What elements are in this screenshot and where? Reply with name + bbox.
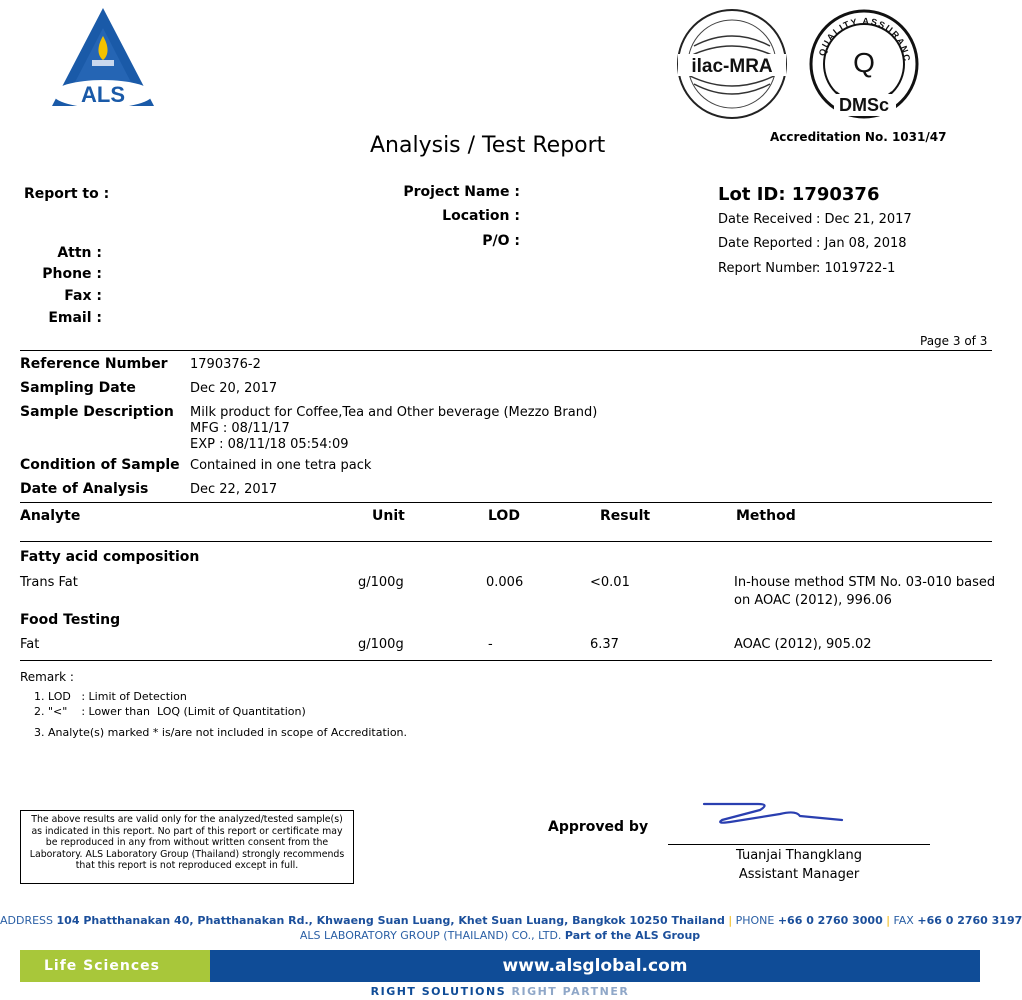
date-received-value: : Dec 21, 2017 (816, 212, 912, 227)
row-fat-method: AOAC (2012), 905.02 (734, 637, 872, 652)
group-food-testing: Food Testing (20, 612, 121, 628)
svg-text:DMSc: DMSc (838, 95, 890, 115)
address-line (0, 914, 1022, 927)
company-name: ALS LABORATORY GROUP (THAILAND) CO., LTD. (299, 929, 562, 942)
divider-top (20, 350, 992, 351)
location-label: Location : (442, 208, 520, 224)
lot-id: Lot ID: 1790376 (718, 184, 880, 205)
col-header-analyte: Analyte (20, 508, 81, 524)
date-reported-value: : Jan 08, 2018 (816, 236, 907, 251)
tagline-light: RIGHT PARTNER (511, 985, 630, 998)
address-separator: | (886, 914, 890, 927)
group-fatty-acid: Fatty acid composition (20, 549, 200, 565)
condition-label: Condition of Sample (20, 457, 180, 473)
division-label: Life Sciences (20, 950, 210, 982)
accreditation-number: Accreditation No. 1031/47 (770, 130, 947, 144)
remark-title: Remark : (20, 670, 74, 684)
phone-label: Phone : (42, 266, 102, 282)
svg-text:Q: Q (853, 47, 875, 78)
company-line (0, 929, 1000, 942)
signature-line (668, 844, 930, 845)
col-header-unit: Unit (372, 508, 405, 524)
col-header-lod: LOD (488, 508, 520, 524)
col-header-result: Result (600, 508, 651, 524)
email-label: Email : (48, 310, 102, 326)
sample-description-line1: Milk product for Coffee,Tea and Other beverage (Mezzo Brand) (190, 405, 598, 420)
signature-icon (700, 798, 850, 834)
po-label: P/O : (482, 233, 520, 249)
reference-number-label: Reference Number (20, 356, 168, 372)
als-logo-icon (44, 6, 162, 110)
page-number: Page 3 of 3 (920, 334, 988, 348)
report-number-value: : 1019722-1 (816, 261, 896, 276)
row-trans-fat-result: <0.01 (590, 575, 630, 590)
divider-table-header (20, 541, 992, 542)
phone-number-footer: +66 0 2760 3000 (777, 914, 883, 927)
divider-table-top (20, 502, 992, 503)
fax-label-footer: FAX (893, 914, 914, 927)
row-trans-fat-method-line1: In-house method STM No. 03-010 based (734, 575, 996, 590)
page-title: Analysis / Test Report (370, 133, 606, 158)
address-separator: | (728, 914, 733, 927)
fax-number-footer: +66 0 2760 3197 (917, 914, 1022, 927)
phone-label-footer: PHONE (735, 914, 775, 927)
row-trans-fat-lod: 0.006 (486, 575, 524, 590)
fax-label: Fax : (64, 288, 102, 304)
disclaimer-box: The above results are valid only for the analyzed/tested sample(s) as indicated in this report. No part of this report or certificate may be reproduced in any from without written consent from the Laboratory. ALS Laboratory Group (Thailand) strongly recommends that this report is not reproduced except in full. (20, 810, 354, 884)
svg-text:ilac-MRA: ilac-MRA (691, 56, 773, 77)
ilac-mra-logo (674, 6, 790, 122)
row-fat-analyte: Fat (20, 637, 40, 652)
company-group: Part of the ALS Group (564, 929, 701, 942)
date-of-analysis-value: Dec 22, 2017 (190, 482, 278, 497)
sample-description-label: Sample Description (20, 404, 174, 420)
date-received-label: Date Received (718, 212, 813, 227)
svg-text:ALS: ALS (81, 82, 125, 107)
report-number-label: Report Number (718, 261, 818, 276)
approver-title: Assistant Manager (738, 867, 860, 882)
remark-3: 3. Analyte(s) marked * is/are not included in scope of Accreditation. (34, 726, 408, 739)
date-reported-label: Date Reported (718, 236, 813, 251)
dmsc-logo (806, 8, 922, 122)
remark-2: 2. "<" : Lower than LOQ (Limit of Quantitation) (34, 705, 306, 718)
row-fat-unit: g/100g (358, 637, 404, 652)
svg-text:QUALITY ASSURANCE: QUALITY ASSURANC (816, 15, 913, 63)
condition-value: Contained in one tetra pack (190, 458, 372, 473)
sampling-date-label: Sampling Date (20, 380, 136, 396)
attn-label: Attn : (57, 245, 102, 261)
approver-name: Tuanjai Thangklang (736, 848, 862, 863)
divider-table-bottom (20, 660, 992, 661)
ilac-mra-icon (674, 6, 790, 122)
row-trans-fat-analyte: Trans Fat (20, 575, 78, 590)
remark-1: 1. LOD : Limit of Detection (34, 690, 187, 703)
approved-by-label: Approved by (548, 819, 649, 835)
tagline (0, 985, 1000, 998)
sampling-date-value: Dec 20, 2017 (190, 381, 278, 396)
als-logo (44, 6, 162, 110)
address-label: ADDRESS (0, 914, 54, 927)
row-trans-fat-method-line2: on AOAC (2012), 996.06 (734, 593, 892, 608)
sample-description-line2: MFG : 08/11/17 (190, 421, 290, 436)
project-name-label: Project Name : (403, 184, 520, 200)
date-of-analysis-label: Date of Analysis (20, 481, 149, 497)
website-link[interactable]: www.alsglobal.com (502, 956, 688, 976)
report-to-label: Report to : (24, 186, 110, 202)
signature (700, 798, 850, 834)
tagline-dark: RIGHT SOLUTIONS (370, 985, 507, 998)
dmsc-quality-assurance-icon (806, 8, 922, 122)
row-fat-result: 6.37 (590, 637, 619, 652)
row-trans-fat-unit: g/100g (358, 575, 404, 590)
sample-description-line3: EXP : 08/11/18 05:54:09 (190, 437, 349, 452)
row-fat-lod: - (488, 637, 493, 652)
footer-bar (20, 950, 980, 982)
reference-number-value: 1790376-2 (190, 357, 261, 372)
col-header-method: Method (736, 508, 796, 524)
address-text: 104 Phatthanakan 40, Phatthanakan Rd., Khwaeng Suan Luang, Khet Suan Luang, Bangkok 10250 Thailand (56, 914, 725, 927)
